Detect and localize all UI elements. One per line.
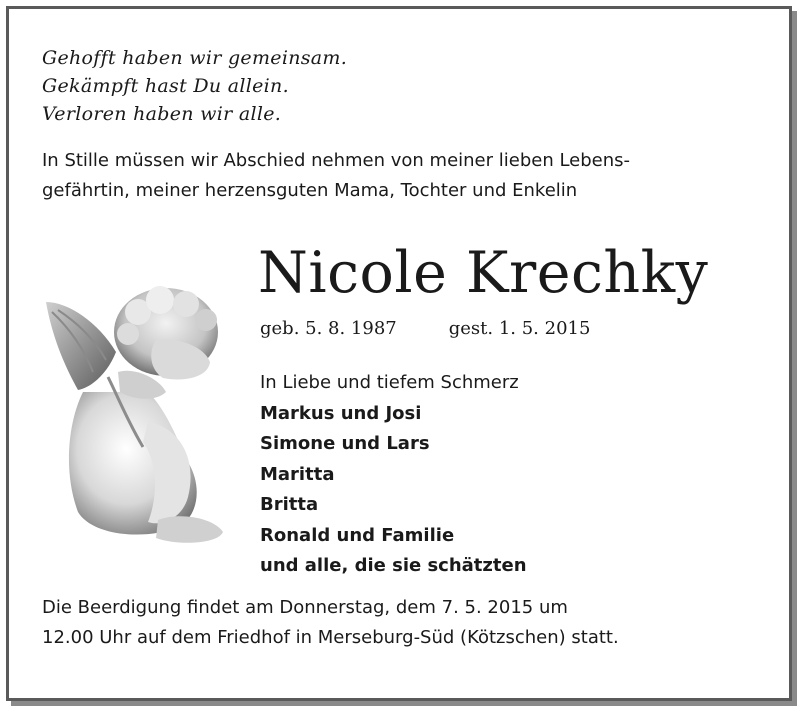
poem-line: Gehofft haben wir gemeinsam. [42, 47, 348, 69]
funeral-info [42, 593, 619, 653]
funeral-info-line: 12.00 Uhr auf dem Friedhof in Merseburg-Süd (Kötzschen) statt. [42, 627, 619, 648]
mourner-name: Simone und Lars [260, 433, 430, 454]
funeral-info-line: Die Beerdigung findet am Donnerstag, dem 7. 5. 2015 um [42, 597, 568, 618]
intro-text [42, 146, 630, 206]
death-date: gest. 1. 5. 2015 [448, 318, 591, 339]
mourners-intro: In Liebe und tiefem Schmerz [260, 372, 519, 393]
birth-date: geb. 5. 8. 1987 [260, 318, 397, 339]
life-dates [260, 315, 590, 343]
poem-line: Verloren haben wir alle. [42, 103, 282, 125]
deceased-name: Nicole Krechky [258, 240, 709, 306]
cherub-angel-image [38, 282, 238, 552]
mourner-name: Ronald und Familie [260, 524, 455, 546]
mourner-name: und alle, die sie schätzten [260, 555, 527, 576]
mourner-name: Britta [260, 494, 319, 515]
poem [42, 44, 347, 128]
poem-line: Gekämpft hast Du allein. [42, 75, 289, 97]
intro-line: gefährtin, meiner herzensguten Mama, Tochter und Enkelin [42, 180, 578, 201]
mourner-name: Markus und Josi [260, 402, 422, 424]
intro-line: In Stille müssen wir Abschied nehmen von meiner lieben Lebens- [42, 150, 631, 171]
mourner-name: Maritta [260, 463, 335, 485]
mourners-list [260, 368, 527, 582]
